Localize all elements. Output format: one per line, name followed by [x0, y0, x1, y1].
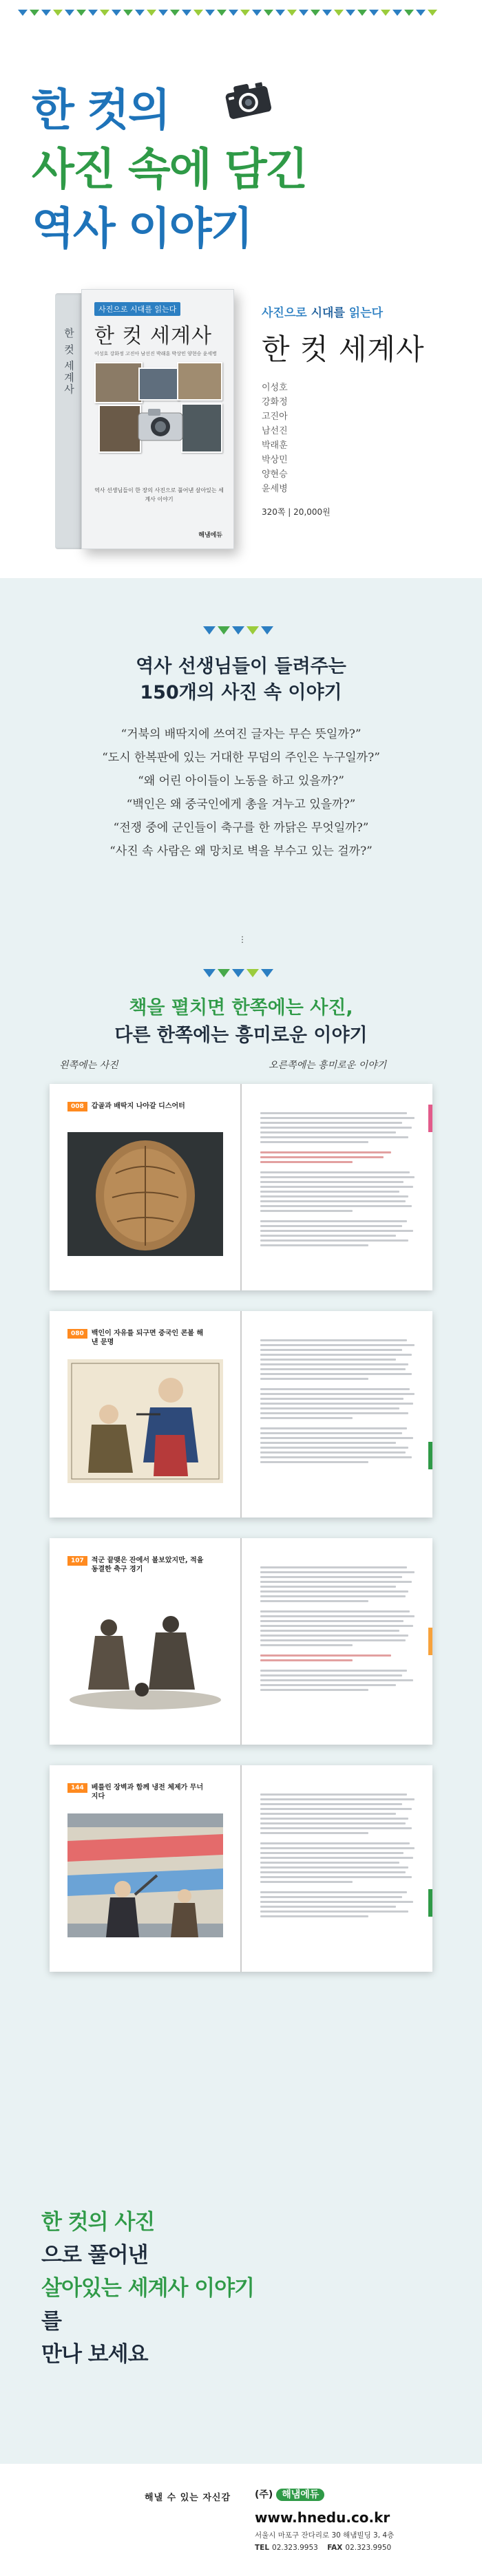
book-cover-photo-collage: [94, 362, 224, 465]
question-item: “백인은 왜 중국인에게 총을 겨누고 있을까?”: [126, 798, 356, 811]
spread-heading: 책을 펼치면 한쪽에는 사진, 다른 한쪽에는 흥미로운 이야기: [114, 997, 368, 1046]
triangle-decoration: [203, 969, 275, 977]
book-spread: [50, 1084, 432, 1290]
spread-left-page: [50, 1311, 241, 1518]
right-page-note: 오른쪽에는 흥미로운 이야기: [269, 1060, 387, 1071]
book-cover-tag: 사진으로 시대를 읽는다: [94, 302, 180, 316]
spread-left-page: [50, 1538, 241, 1745]
spread-right-page: [242, 1765, 432, 1972]
hero-title-line1: 한 컷의: [32, 85, 169, 136]
author: 남선진: [262, 426, 288, 436]
book-cover-authors: 이성호 강화정 고진아 남선진 박래훈 박상민 양현승 윤세병: [94, 351, 217, 356]
book-cover-image: [55, 289, 234, 551]
publisher-logo: (주) 해냄에듀: [255, 2487, 324, 2501]
triangle-decoration: [203, 626, 275, 635]
page-title: 갑골과 배딱지 나아갈 디스어터: [91, 1103, 185, 1110]
ellipsis: ⋮: [238, 935, 247, 944]
page-title: 적군 끝맺은 잔에서 볼보았지만, 적을 동결한 축구 경기: [91, 1557, 204, 1573]
page-title: 베를린 장벽과 함께 냉전 체제가 무너지다: [91, 1784, 204, 1800]
book-info-tag: 사진으로 시대를 읽는다: [262, 306, 384, 320]
page-number-badge: 080: [67, 1329, 87, 1339]
photo-turtle-shell: [67, 1132, 223, 1256]
photo-soldiers-statue: [67, 1586, 223, 1710]
stories-heading: 역사 선생님들이 들려주는 150개의 사진 속 이야기: [136, 656, 346, 703]
spread-right-page: [242, 1084, 432, 1290]
closing-message: 한 컷의 사진 으로 풀어낸 살아있는 세계사 이야기 를 만나 보세요: [41, 2210, 255, 2367]
author: 박래훈: [262, 440, 288, 451]
question-item: “전쟁 중에 군인들이 축구를 한 까닭은 무엇일까?”: [113, 821, 369, 835]
footer: [0, 2464, 482, 2576]
author: 이성호: [262, 383, 288, 393]
publisher-address: 서울시 마포구 잔다리로 30 해냄빌딩 3, 4층: [255, 2531, 395, 2540]
hero-title-line3a: 역사: [32, 204, 114, 255]
question-list: [0, 723, 482, 863]
author: 박상민: [262, 455, 288, 465]
book-price: 320쪽 | 20,000원: [262, 507, 331, 517]
closing-section: [0, 2189, 482, 2464]
book-spread: [50, 1765, 432, 1972]
book-spine: [55, 293, 83, 549]
photo-illustration-caricature: [67, 1359, 223, 1483]
book-spine-title: 한 컷 세계사: [63, 328, 75, 396]
publisher-url[interactable]: www.hnedu.co.kr: [255, 2509, 390, 2526]
spread-right-page: [242, 1311, 432, 1518]
book-publisher-logo: 해냄에듀: [198, 532, 222, 539]
photo-berlin-wall: [67, 1813, 223, 1937]
stories-section: [0, 578, 482, 2189]
hero-section: [0, 0, 482, 578]
left-page-note: 왼쪽에는 사진: [59, 1060, 118, 1071]
triangle-decoration-top: [18, 10, 439, 16]
spread-left-page: [50, 1765, 241, 1972]
author: 고진아: [262, 412, 288, 422]
page-number-badge: 008: [67, 1102, 87, 1111]
book-cover-title: 한 컷 세계사: [94, 324, 212, 348]
camera-icon: [137, 407, 184, 442]
spread-left-page: [50, 1084, 241, 1290]
author: 강화정: [262, 397, 288, 407]
question-item: “거북의 배딱지에 쓰여진 글자는 무슨 뜻일까?”: [120, 727, 362, 741]
author: 윤세병: [262, 484, 288, 494]
book-spread: [50, 1311, 432, 1518]
spread-right-page: [242, 1538, 432, 1745]
page-number-badge: 107: [67, 1556, 87, 1566]
hero-title-line2b: 에 담긴: [169, 145, 307, 195]
hero-title-line2a: 사진 속: [32, 145, 169, 195]
question-item: “왜 어린 아이들이 노동을 하고 있을까?”: [138, 774, 344, 788]
book-info-title: 한 컷 세계사: [262, 332, 425, 366]
page-number-badge: 144: [67, 1783, 87, 1793]
hero-title-line3b: 이야기: [114, 204, 252, 255]
publisher-slogan: 해낼 수 있는 자신감: [145, 2493, 231, 2503]
author: 양현승: [262, 469, 288, 480]
page-title: 백인이 자유를 되구면 중국인 콘볼 해낸 문명: [91, 1330, 204, 1346]
book-info-authors: [262, 381, 454, 496]
question-item: “도시 한복판에 있는 거대한 무덤의 주인은 누구일까?”: [102, 751, 380, 765]
question-item: “사진 속 사람은 왜 망치로 벽을 부수고 있는 걸까?”: [109, 844, 373, 858]
book-info: [262, 303, 454, 518]
publisher-contact: TEL 02.323.9953 FAX 02.323.9950: [255, 2544, 392, 2552]
book-spread: [50, 1538, 432, 1745]
book-cover: [81, 289, 234, 549]
book-cover-subtitle: 역사 선생님들이 한 장의 사진으로 풀어낸 살아있는 세계사 이야기: [94, 487, 224, 502]
